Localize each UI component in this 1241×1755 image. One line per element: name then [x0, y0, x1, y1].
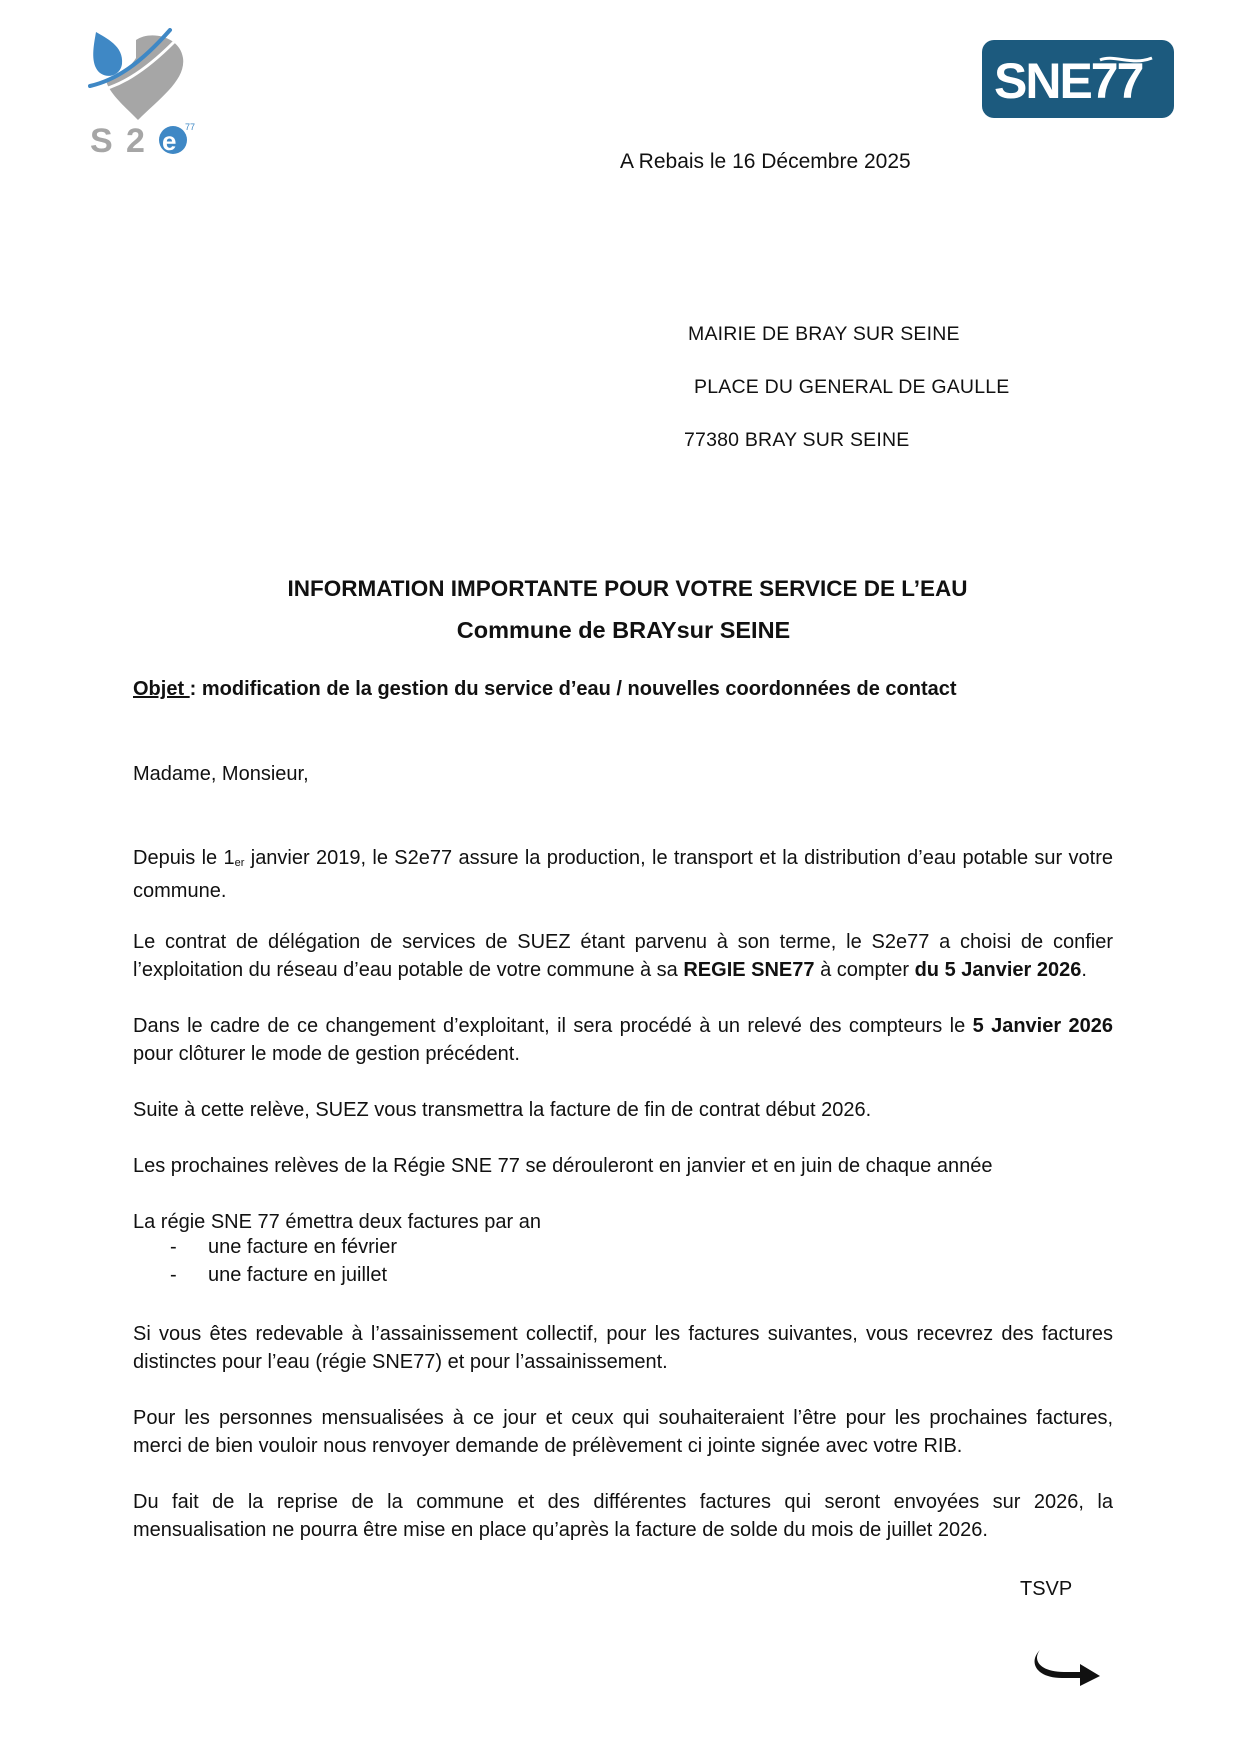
- paragraph-8: Pour les personnes mensualisées à ce jour et ceux qui souhaiteraient l’être pour les prochaines factures, merci de bien vouloir nous renvoyer demande de prélèvement ci jointe signée avec votre RIB.: [133, 1407, 1113, 1457]
- paragraph-2: [133, 928, 1113, 984]
- paragraph-9: Du fait de la reprise de la commune et des différentes factures qui seront envoyées sur 2026, la mensualisation ne pourra être mise en place qu’après la facture de solde du mois de juillet 2026.: [133, 1491, 1113, 1541]
- paragraph-4: Suite à cette relève, SUEZ vous transmettra la facture de fin de contrat début 2026.: [133, 1099, 872, 1121]
- paragraph-5: Les prochaines relèves de la Régie SNE 77 se dérouleront en janvier et en juin de chaque année: [133, 1155, 993, 1177]
- paragraph-3-bold-date: 5 Janvier 2026: [972, 1015, 1114, 1037]
- paragraph-3-text-a: Dans le cadre de ce changement d’exploitant, il sera procédé à un relevé des compteurs le: [133, 1015, 973, 1037]
- subject-line: [133, 678, 957, 701]
- svg-text:SNE77: SNE77: [994, 53, 1143, 109]
- subject-text: : modification de la gestion du service d’eau / nouvelles coordonnées de contact: [189, 678, 957, 700]
- salutation: Madame, Monsieur,: [133, 763, 309, 785]
- tsvp-note: TSVP: [1020, 1578, 1073, 1600]
- list-item: [170, 1236, 397, 1259]
- paragraph-3: [133, 1012, 1113, 1068]
- list-item: [170, 1264, 387, 1287]
- recipient-line-2: PLACE DU GENERAL DE GAULLE: [694, 376, 1010, 398]
- paragraph-6: La régie SNE 77 émettra deux factures par an: [133, 1211, 542, 1233]
- svg-text:S: S: [90, 122, 113, 160]
- bullet-marker: -: [170, 1264, 177, 1286]
- svg-text:2: 2: [126, 122, 145, 160]
- paragraph-2-text-e: .: [1081, 959, 1087, 981]
- paragraph-1: [133, 844, 1113, 905]
- letter-title: INFORMATION IMPORTANTE POUR VOTRE SERVICE DE L’EAU: [287, 576, 968, 601]
- paragraph-1-superscript: er: [234, 857, 245, 869]
- recipient-line-1: MAIRIE DE BRAY SUR SEINE: [688, 323, 960, 345]
- paragraph-2-text-c: à compter: [814, 959, 915, 981]
- list-item-text: une facture en juillet: [208, 1264, 388, 1286]
- turn-page-arrow-icon: [1030, 1644, 1102, 1686]
- list-item-text: une facture en février: [208, 1236, 397, 1258]
- sne77-logo: [982, 40, 1174, 118]
- paragraph-7: Si vous êtes redevable à l’assainissement collectif, pour les factures suivantes, vous recevrez des factures distinctes pour l’eau (régie SNE77) et pour l’assainissement.: [133, 1323, 1113, 1373]
- recipient-line-3: 77380 BRAY SUR SEINE: [684, 429, 910, 451]
- paragraph-3-text-c: pour clôturer le mode de gestion précédent.: [133, 1043, 520, 1065]
- s2e77-logo: [88, 28, 198, 164]
- letter-subtitle: Commune de BRAYsur SEINE: [456, 617, 791, 643]
- subject-label: Objet: [133, 678, 190, 700]
- date-line: A Rebais le 16 Décembre 2025: [620, 150, 911, 173]
- svg-text:77: 77: [185, 122, 196, 132]
- paragraph-1-text-a: Depuis le 1: [133, 847, 235, 869]
- paragraph-2-bold-regie: REGIE SNE77: [683, 959, 815, 981]
- paragraph-2-bold-date: du 5 Janvier 2026: [914, 959, 1082, 981]
- paragraph-2-text-a: Le contrat de délégation de services de SUEZ étant parvenu à son terme, le S2e77 a choisi de confier l’exploitation du réseau d’eau potable de votre commune à sa: [133, 931, 1113, 981]
- paragraph-1-text-b: janvier 2019, le S2e77 assure la production, le transport et la distribution d’eau potable sur votre commune.: [133, 847, 1113, 902]
- svg-text:e: e: [162, 126, 177, 156]
- bullet-marker: -: [170, 1236, 177, 1258]
